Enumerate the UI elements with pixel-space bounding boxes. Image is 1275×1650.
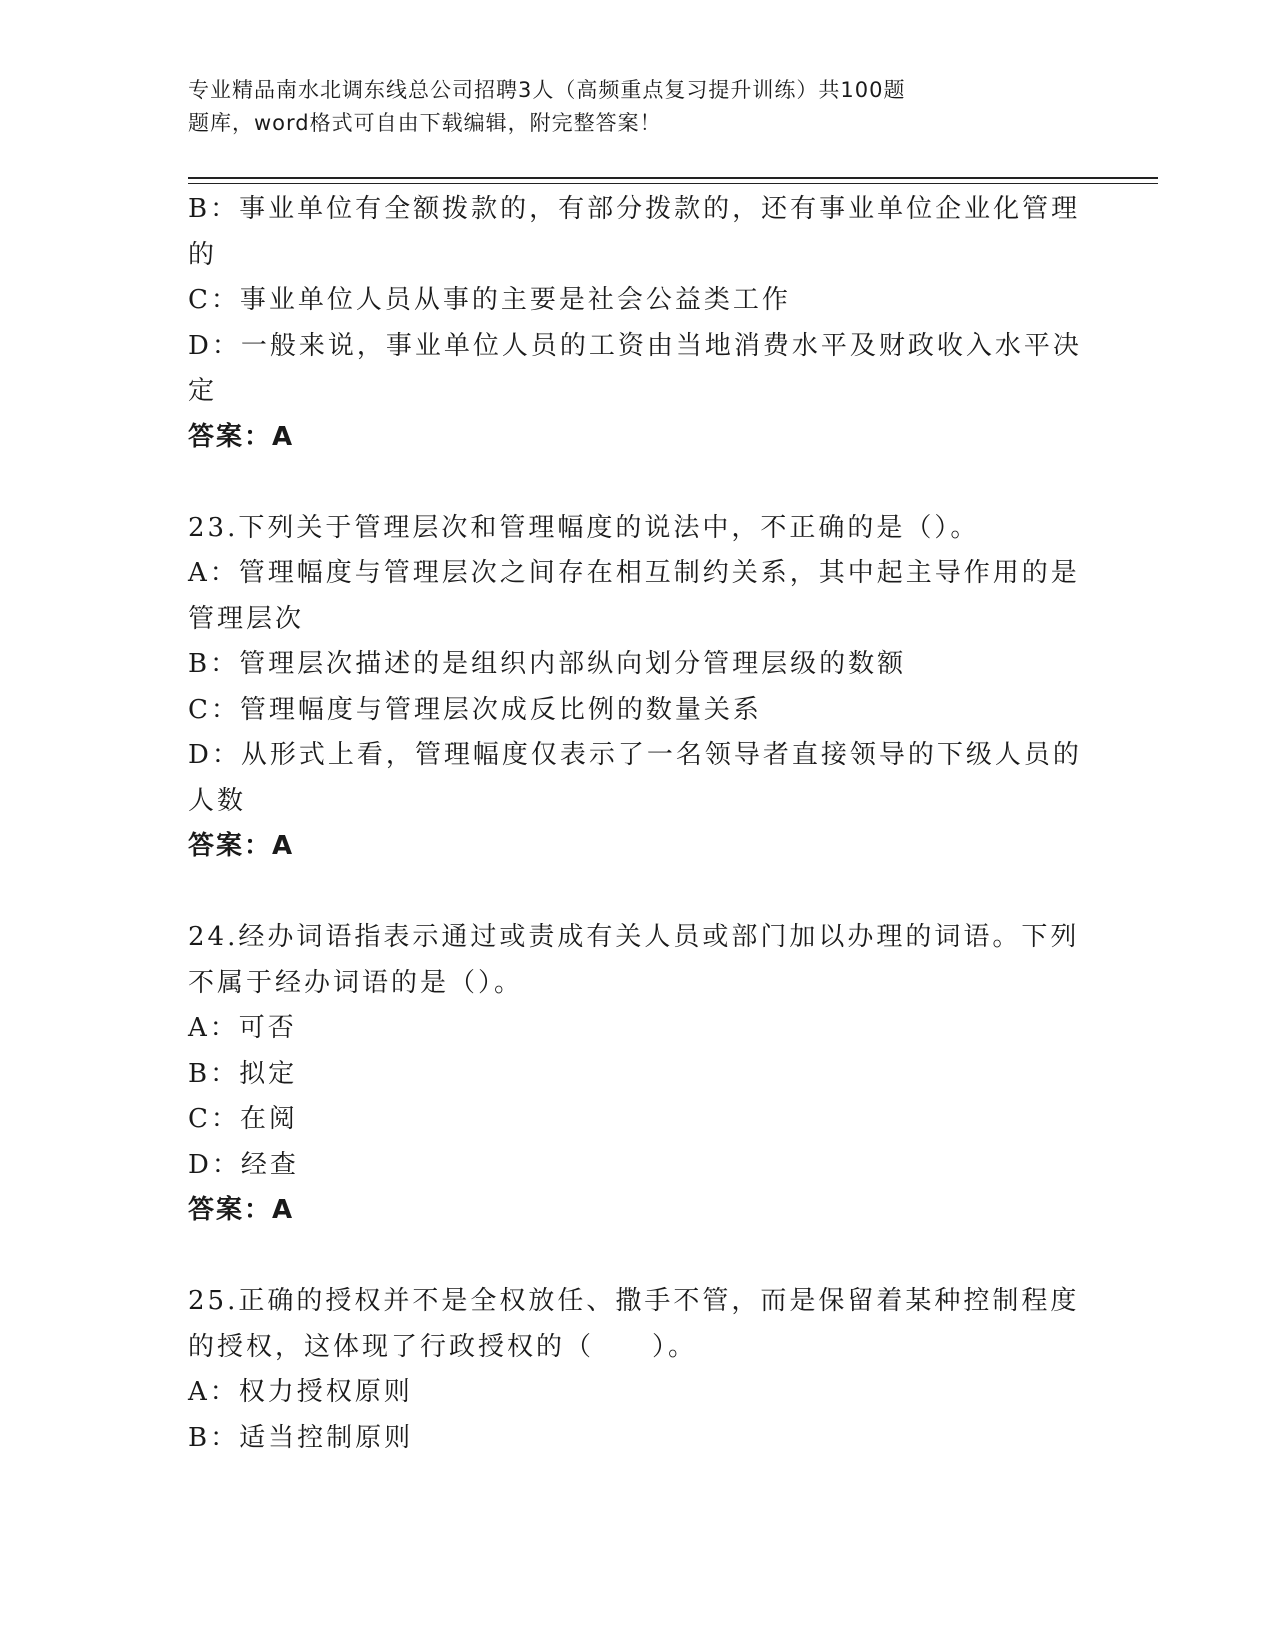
q22-option-d-cont: 定 bbox=[188, 376, 218, 406]
q23-option-c: C：管理幅度与管理层次成反比例的数量关系 bbox=[188, 694, 762, 725]
q22-option-b: B：事业单位有全额拨款的，有部分拨款的，还有事业单位企业化管理 bbox=[188, 194, 1081, 224]
header-line-1: 专业精品南水北调东线总公司招聘3人（高频重点复习提升训练）共100题 bbox=[188, 78, 906, 102]
q23-option-d: D：从形式上看，管理幅度仅表示了一名领导者直接领导的下级人员的 bbox=[188, 740, 1082, 770]
question-content bbox=[188, 187, 1088, 1461]
q22-option-c: C：事业单位人员从事的主要是社会公益类工作 bbox=[188, 285, 791, 315]
q22-option-b-cont: 的 bbox=[188, 239, 218, 270]
q23-option-d-cont: 人数 bbox=[188, 785, 247, 816]
q22-answer: 答案：A bbox=[188, 421, 295, 452]
q22-option-d: D：一般来说，事业单位人员的工资由当地消费水平及财政收入水平决 bbox=[188, 330, 1082, 361]
q24-option-b: B：拟定 bbox=[188, 1058, 298, 1089]
q23-answer: 答案：A bbox=[188, 831, 295, 861]
q25-stem-cont: 的授权，这体现了行政授权的（ ）。 bbox=[188, 1331, 698, 1362]
q25-stem: 25.正确的授权并不是全权放任、撒手不管，而是保留着某种控制程度 bbox=[188, 1286, 1080, 1316]
header-divider-thick bbox=[188, 177, 1158, 179]
q24-option-d: D：经查 bbox=[188, 1149, 299, 1180]
q23-option-a: A：管理幅度与管理层次之间存在相互制约关系，其中起主导作用的是 bbox=[188, 558, 1080, 588]
q25-option-b: B：适当控制原则 bbox=[188, 1422, 414, 1453]
spacer bbox=[188, 870, 1088, 916]
q24-option-a: A：可否 bbox=[188, 1013, 297, 1043]
spacer bbox=[188, 460, 1088, 506]
q25-option-a: A：权力授权原则 bbox=[188, 1377, 413, 1407]
q23-option-b: B：管理层次描述的是组织内部纵向划分管理层级的数额 bbox=[188, 649, 907, 679]
header-line-2: 题库，word格式可自由下载编辑，附完整答案！ bbox=[188, 111, 662, 135]
spacer bbox=[188, 1234, 1088, 1280]
q24-stem-cont: 不属于经办词语的是（）。 bbox=[188, 967, 524, 998]
q24-option-c: C：在阅 bbox=[188, 1104, 298, 1134]
document-header bbox=[188, 74, 1068, 140]
header-divider-thin bbox=[188, 183, 1158, 184]
q24-answer: 答案：A bbox=[188, 1195, 295, 1225]
q23-stem: 23.下列关于管理层次和管理幅度的说法中，不正确的是（）。 bbox=[188, 512, 980, 543]
q24-stem: 24.经办词语指表示通过或责成有关人员或部门加以办理的词语。下列 bbox=[188, 922, 1080, 952]
q23-option-a-cont: 管理层次 bbox=[188, 603, 305, 634]
